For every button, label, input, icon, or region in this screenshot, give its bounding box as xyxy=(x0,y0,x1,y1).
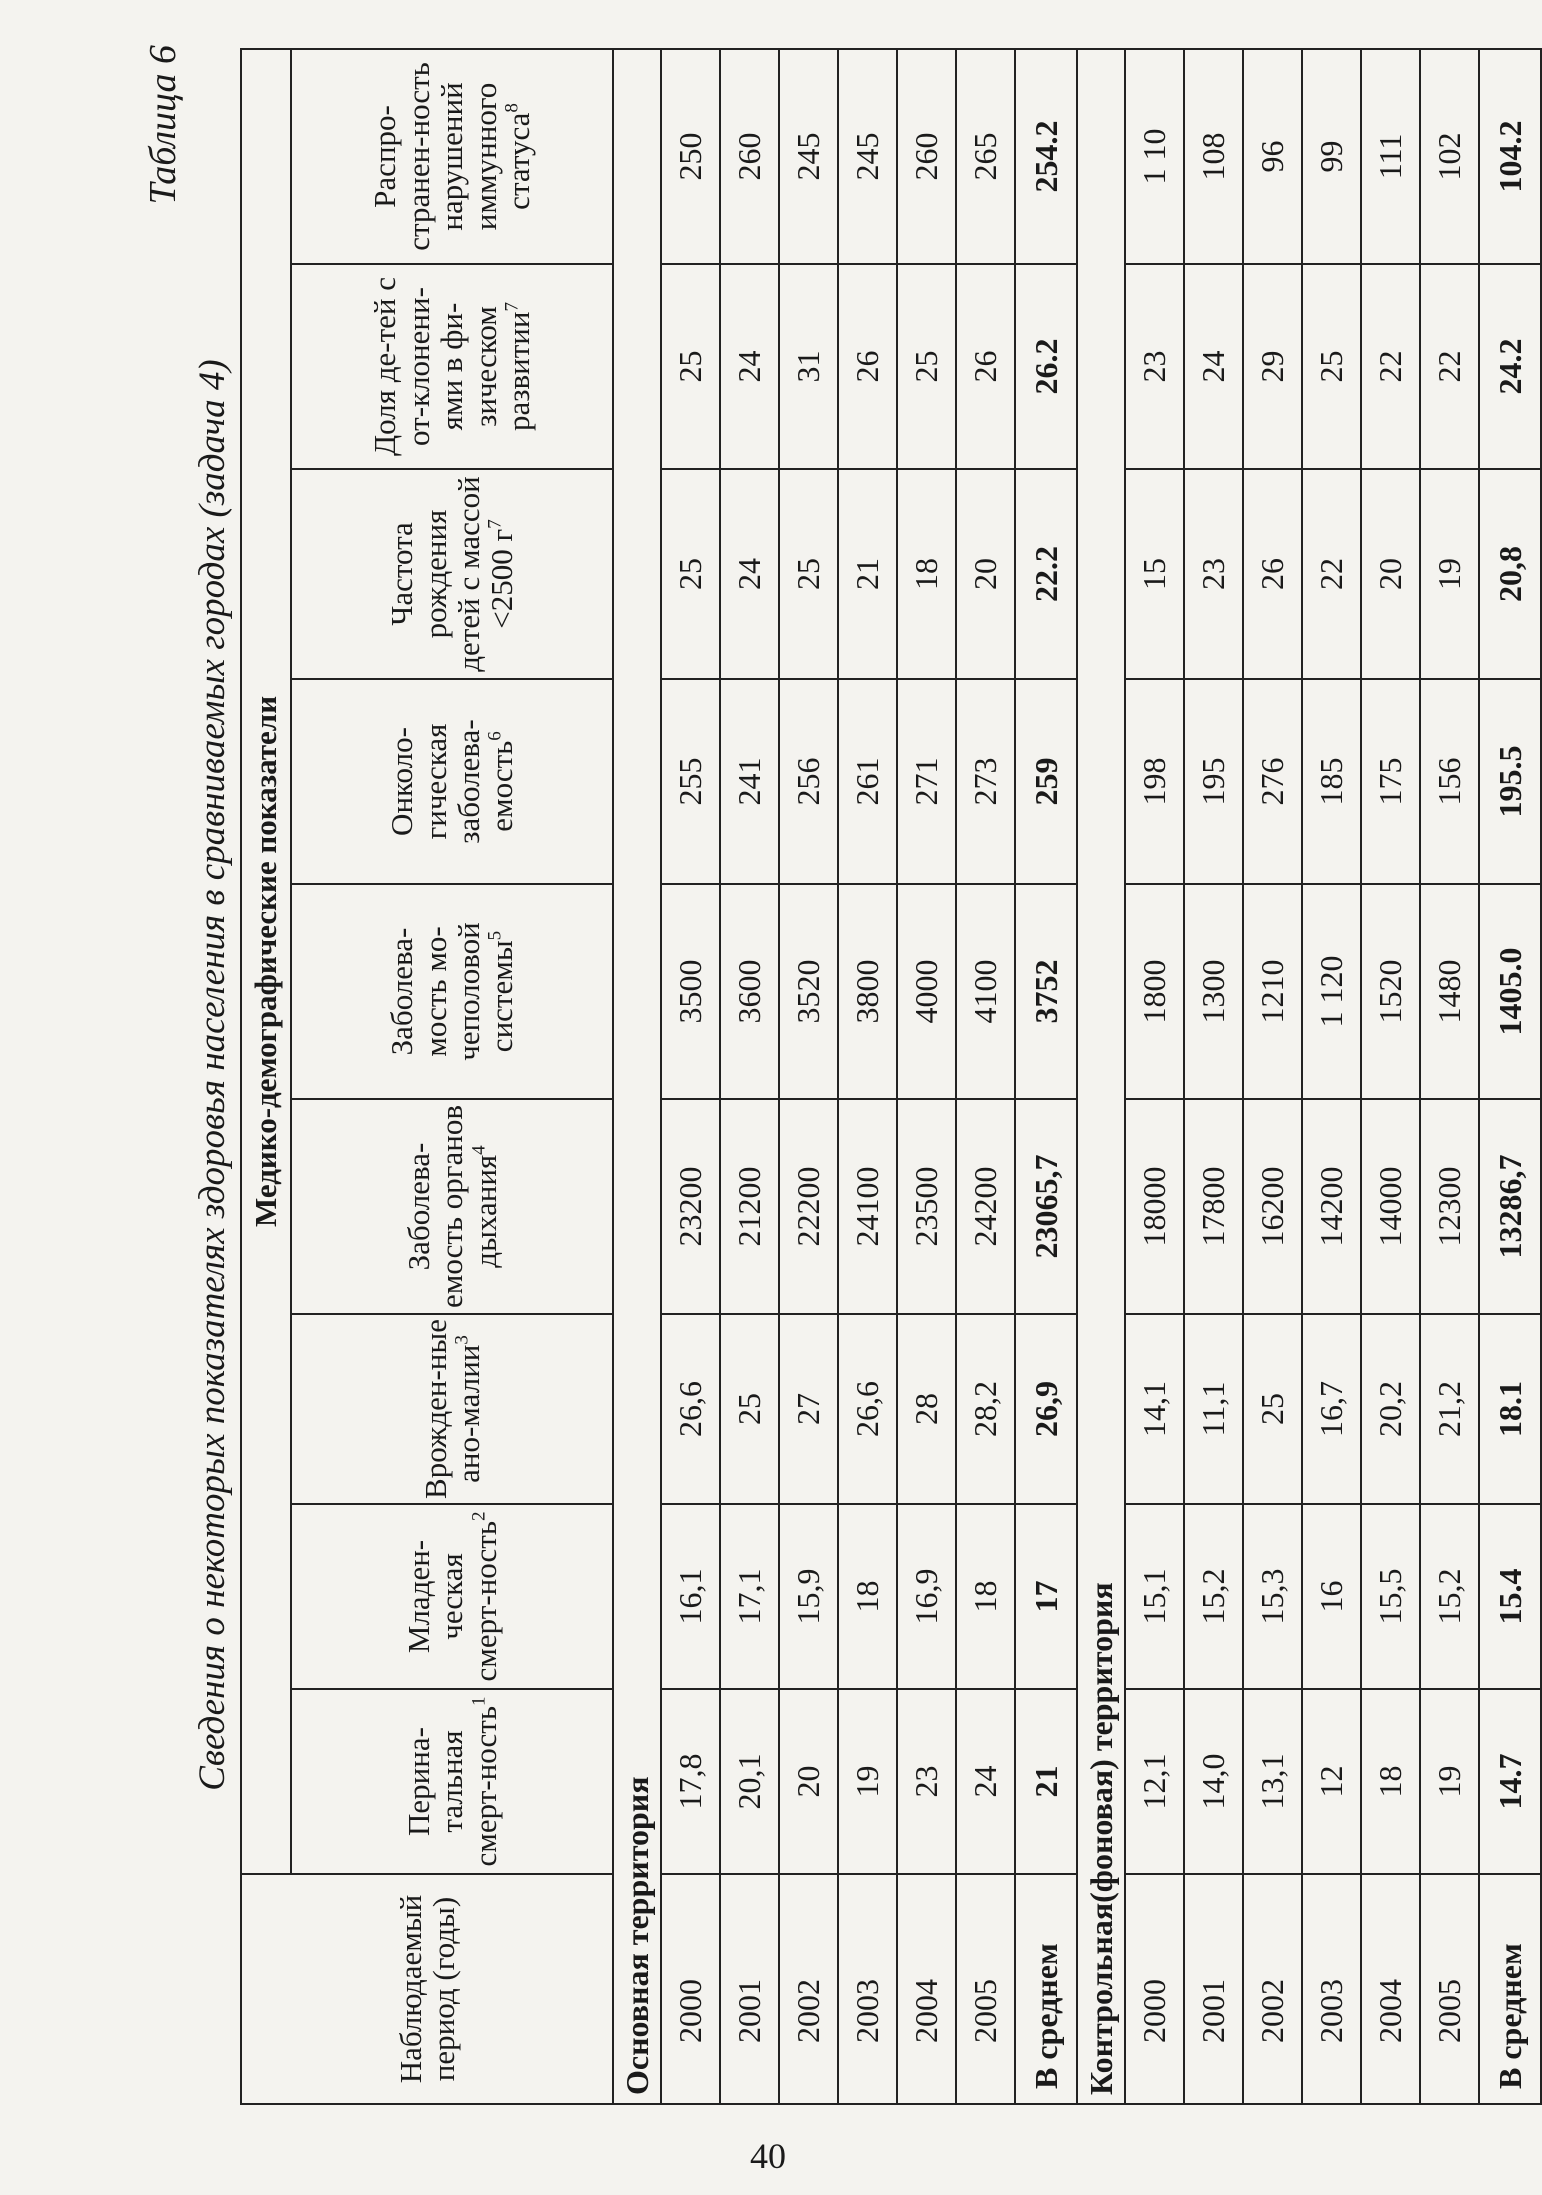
table-cell: 20,1 xyxy=(720,1689,779,1874)
row-label: В среднем xyxy=(1015,1874,1077,2104)
table-cell: 3752 xyxy=(1015,884,1077,1099)
table-cell: 22 xyxy=(1361,264,1420,469)
table-cell: 26.2 xyxy=(1015,264,1077,469)
table-cell: 1 120 xyxy=(1302,884,1361,1099)
row-label: 2004 xyxy=(897,1874,956,2104)
table-cell: 24.2 xyxy=(1479,264,1541,469)
table-cell: 18 xyxy=(1361,1689,1420,1874)
table-cell: 104.2 xyxy=(1479,49,1541,264)
table-cell: 185 xyxy=(1302,679,1361,884)
table-cell: 27 xyxy=(779,1314,838,1504)
row-label: 2001 xyxy=(720,1874,779,2104)
column-header: Перина-тальная смерт-ность$^1$ xyxy=(291,1689,613,1874)
average-row xyxy=(1015,49,1077,2104)
table-cell: 13,1 xyxy=(1243,1689,1302,1874)
column-header: Врожден-ные ано-малии$^3$ xyxy=(291,1314,613,1504)
table-cell: 12300 xyxy=(1420,1099,1479,1314)
table-row xyxy=(661,49,720,2104)
section-row xyxy=(613,49,661,2104)
table-cell: 13286,7 xyxy=(1479,1099,1541,1314)
table-cell: 21 xyxy=(1015,1689,1077,1874)
table-cell: 26,6 xyxy=(661,1314,720,1504)
column-header: Заболева-мость мо-чеполовой системы$^5$ xyxy=(291,884,613,1099)
table-row xyxy=(1184,49,1243,2104)
table-cell: 1480 xyxy=(1420,884,1479,1099)
table-cell: 18 xyxy=(956,1504,1015,1689)
table-cell: 12,1 xyxy=(1125,1689,1184,1874)
row-label: 2003 xyxy=(838,1874,897,2104)
table-cell: 23200 xyxy=(661,1099,720,1314)
table-cell: 22 xyxy=(1420,264,1479,469)
table-cell: 20,2 xyxy=(1361,1314,1420,1504)
table-row xyxy=(1125,49,1184,2104)
table-cell: 14200 xyxy=(1302,1099,1361,1314)
table-cell: 14000 xyxy=(1361,1099,1420,1314)
row-label: 2004 xyxy=(1361,1874,1420,2104)
row-label: 2003 xyxy=(1302,1874,1361,2104)
table-cell: 19 xyxy=(1420,469,1479,679)
table-cell: 23 xyxy=(1184,469,1243,679)
table-cell: 260 xyxy=(720,49,779,264)
table-cell: 108 xyxy=(1184,49,1243,264)
table-cell: 31 xyxy=(779,264,838,469)
table-cell: 29 xyxy=(1243,264,1302,469)
table-cell: 1 10 xyxy=(1125,49,1184,264)
table-cell: 22.2 xyxy=(1015,469,1077,679)
table-cell: 3500 xyxy=(661,884,720,1099)
table-cell: 20 xyxy=(1361,469,1420,679)
column-header: Доля де-тей с от-клонени-ями в фи-зическом развитии$^7$ xyxy=(291,264,613,469)
table-row xyxy=(956,49,1015,2104)
table-row xyxy=(897,49,956,2104)
column-header: Заболева-емость органов дыхания$^4$ xyxy=(291,1099,613,1314)
row-label: 2005 xyxy=(1420,1874,1479,2104)
row-label: 2002 xyxy=(1243,1874,1302,2104)
table-cell: 241 xyxy=(720,679,779,884)
table-cell: 254.2 xyxy=(1015,49,1077,264)
row-label: 2001 xyxy=(1184,1874,1243,2104)
table-cell: 24 xyxy=(720,469,779,679)
table-cell: 22200 xyxy=(779,1099,838,1314)
table-cell: 265 xyxy=(956,49,1015,264)
row-label: В среднем xyxy=(1479,1874,1541,2104)
table-cell: 3520 xyxy=(779,884,838,1099)
table-cell: 24 xyxy=(720,264,779,469)
table-cell: 4000 xyxy=(897,884,956,1099)
table-cell: 18.1 xyxy=(1479,1314,1541,1504)
table-cell: 111 xyxy=(1361,49,1420,264)
table-cell: 20,8 xyxy=(1479,469,1541,679)
table-cell: 1210 xyxy=(1243,884,1302,1099)
average-row xyxy=(1479,49,1541,2104)
table-cell: 19 xyxy=(838,1689,897,1874)
table-cell: 24100 xyxy=(838,1099,897,1314)
table-cell: 18 xyxy=(838,1504,897,1689)
table-cell: 23500 xyxy=(897,1099,956,1314)
table-cell: 102 xyxy=(1420,49,1479,264)
table-cell: 15,1 xyxy=(1125,1504,1184,1689)
table-cell: 24 xyxy=(1184,264,1243,469)
table-cell: 3600 xyxy=(720,884,779,1099)
table-cell: 17 xyxy=(1015,1504,1077,1689)
page-number: 40 xyxy=(750,2136,786,2176)
column-header: Частота рождения детей с массой <2500 $г^7$ xyxy=(291,469,613,679)
table-row xyxy=(1420,49,1479,2104)
section-title: Основная территория xyxy=(613,49,661,2104)
table-cell: 245 xyxy=(838,49,897,264)
table-row xyxy=(1302,49,1361,2104)
table-cell: 14,0 xyxy=(1184,1689,1243,1874)
table-cell: 175 xyxy=(1361,679,1420,884)
table-row xyxy=(779,49,838,2104)
table-cell: 26,9 xyxy=(1015,1314,1077,1504)
table-cell: 15 xyxy=(1125,469,1184,679)
table-cell: 23065,7 xyxy=(1015,1099,1077,1314)
table-cell: 11,1 xyxy=(1184,1314,1243,1504)
table-cell: 23 xyxy=(1125,264,1184,469)
table-cell: 16 xyxy=(1302,1504,1361,1689)
table-cell: 25 xyxy=(720,1314,779,1504)
section-title: Контрольная(фоновая) территория xyxy=(1077,49,1125,2104)
table-cell: 271 xyxy=(897,679,956,884)
table-cell: 15,2 xyxy=(1420,1504,1479,1689)
table-cell: 198 xyxy=(1125,679,1184,884)
table-cell: 276 xyxy=(1243,679,1302,884)
table-cell: 273 xyxy=(956,679,1015,884)
table-cell: 24 xyxy=(956,1689,1015,1874)
table-cell: 24200 xyxy=(956,1099,1015,1314)
table-row xyxy=(1361,49,1420,2104)
table-cell: 1300 xyxy=(1184,884,1243,1099)
table-cell: 20 xyxy=(956,469,1015,679)
table-cell: 25 xyxy=(779,469,838,679)
table-cell: 25 xyxy=(897,264,956,469)
table-cell: 25 xyxy=(661,469,720,679)
table-cell: 195.5 xyxy=(1479,679,1541,884)
section-row xyxy=(1077,49,1125,2104)
table-cell: 1800 xyxy=(1125,884,1184,1099)
table-cell: 99 xyxy=(1302,49,1361,264)
table-label: Таблица 6 xyxy=(142,45,184,205)
health-indicators-table xyxy=(240,48,1542,2105)
table-cell: 16,7 xyxy=(1302,1314,1361,1504)
table-cell: 14.7 xyxy=(1479,1689,1541,1874)
table-cell: 14,1 xyxy=(1125,1314,1184,1504)
table-cell: 250 xyxy=(661,49,720,264)
table-cell: 259 xyxy=(1015,679,1077,884)
table-cell: 16200 xyxy=(1243,1099,1302,1314)
row-label: 2000 xyxy=(1125,1874,1184,2104)
table-row xyxy=(720,49,779,2104)
table-caption: Сведения о некоторых показателях здоровья населения в сравниваемых городах (задача 4) xyxy=(192,359,233,1791)
table-cell: 21200 xyxy=(720,1099,779,1314)
table-cell: 1405.0 xyxy=(1479,884,1541,1099)
table-cell: 260 xyxy=(897,49,956,264)
table-cell: 16,9 xyxy=(897,1504,956,1689)
table-cell: 21,2 xyxy=(1420,1314,1479,1504)
rotated-page-content xyxy=(140,35,1528,2115)
group-header: Медико-демографические показатели xyxy=(241,49,291,1874)
table-cell: 4100 xyxy=(956,884,1015,1099)
table-cell: 15,5 xyxy=(1361,1504,1420,1689)
table-cell: 96 xyxy=(1243,49,1302,264)
table-row xyxy=(838,49,897,2104)
header-period: Наблюдаемый период (годы) xyxy=(241,1874,613,2104)
table-cell: 23 xyxy=(897,1689,956,1874)
row-label: 2005 xyxy=(956,1874,1015,2104)
column-header: Младен-ческая смерт-ность$^2$ xyxy=(291,1504,613,1689)
table-cell: 15,2 xyxy=(1184,1504,1243,1689)
table-cell: 255 xyxy=(661,679,720,884)
table-cell: 195 xyxy=(1184,679,1243,884)
table-cell: 26 xyxy=(1243,469,1302,679)
table-cell: 26 xyxy=(838,264,897,469)
table-cell: 26 xyxy=(956,264,1015,469)
table-cell: 15,3 xyxy=(1243,1504,1302,1689)
table-cell: 25 xyxy=(1302,264,1361,469)
column-header: Онколо-гическая заболева-емость$^6$ xyxy=(291,679,613,884)
table-cell: 28 xyxy=(897,1314,956,1504)
table-cell: 15,9 xyxy=(779,1504,838,1689)
table-cell: 25 xyxy=(1243,1314,1302,1504)
table-cell: 17800 xyxy=(1184,1099,1243,1314)
table-cell: 1520 xyxy=(1361,884,1420,1099)
table-cell: 22 xyxy=(1302,469,1361,679)
table-cell: 17,8 xyxy=(661,1689,720,1874)
table-cell: 15.4 xyxy=(1479,1504,1541,1689)
table-cell: 17,1 xyxy=(720,1504,779,1689)
row-label: 2000 xyxy=(661,1874,720,2104)
table-cell: 156 xyxy=(1420,679,1479,884)
table-cell: 19 xyxy=(1420,1689,1479,1874)
row-label: 2002 xyxy=(779,1874,838,2104)
table-cell: 18 xyxy=(897,469,956,679)
table-cell: 256 xyxy=(779,679,838,884)
table-cell: 245 xyxy=(779,49,838,264)
table-cell: 18000 xyxy=(1125,1099,1184,1314)
table-row xyxy=(1243,49,1302,2104)
table-cell: 3800 xyxy=(838,884,897,1099)
table-cell: 26,6 xyxy=(838,1314,897,1504)
table-cell: 12 xyxy=(1302,1689,1361,1874)
table-cell: 25 xyxy=(661,264,720,469)
table-cell: 28,2 xyxy=(956,1314,1015,1504)
table-cell: 20 xyxy=(779,1689,838,1874)
table-cell: 261 xyxy=(838,679,897,884)
table-cell: 16,1 xyxy=(661,1504,720,1689)
column-header: Распро-странен-ность нарушений иммунного статуса$^8$ xyxy=(291,49,613,264)
table-cell: 21 xyxy=(838,469,897,679)
